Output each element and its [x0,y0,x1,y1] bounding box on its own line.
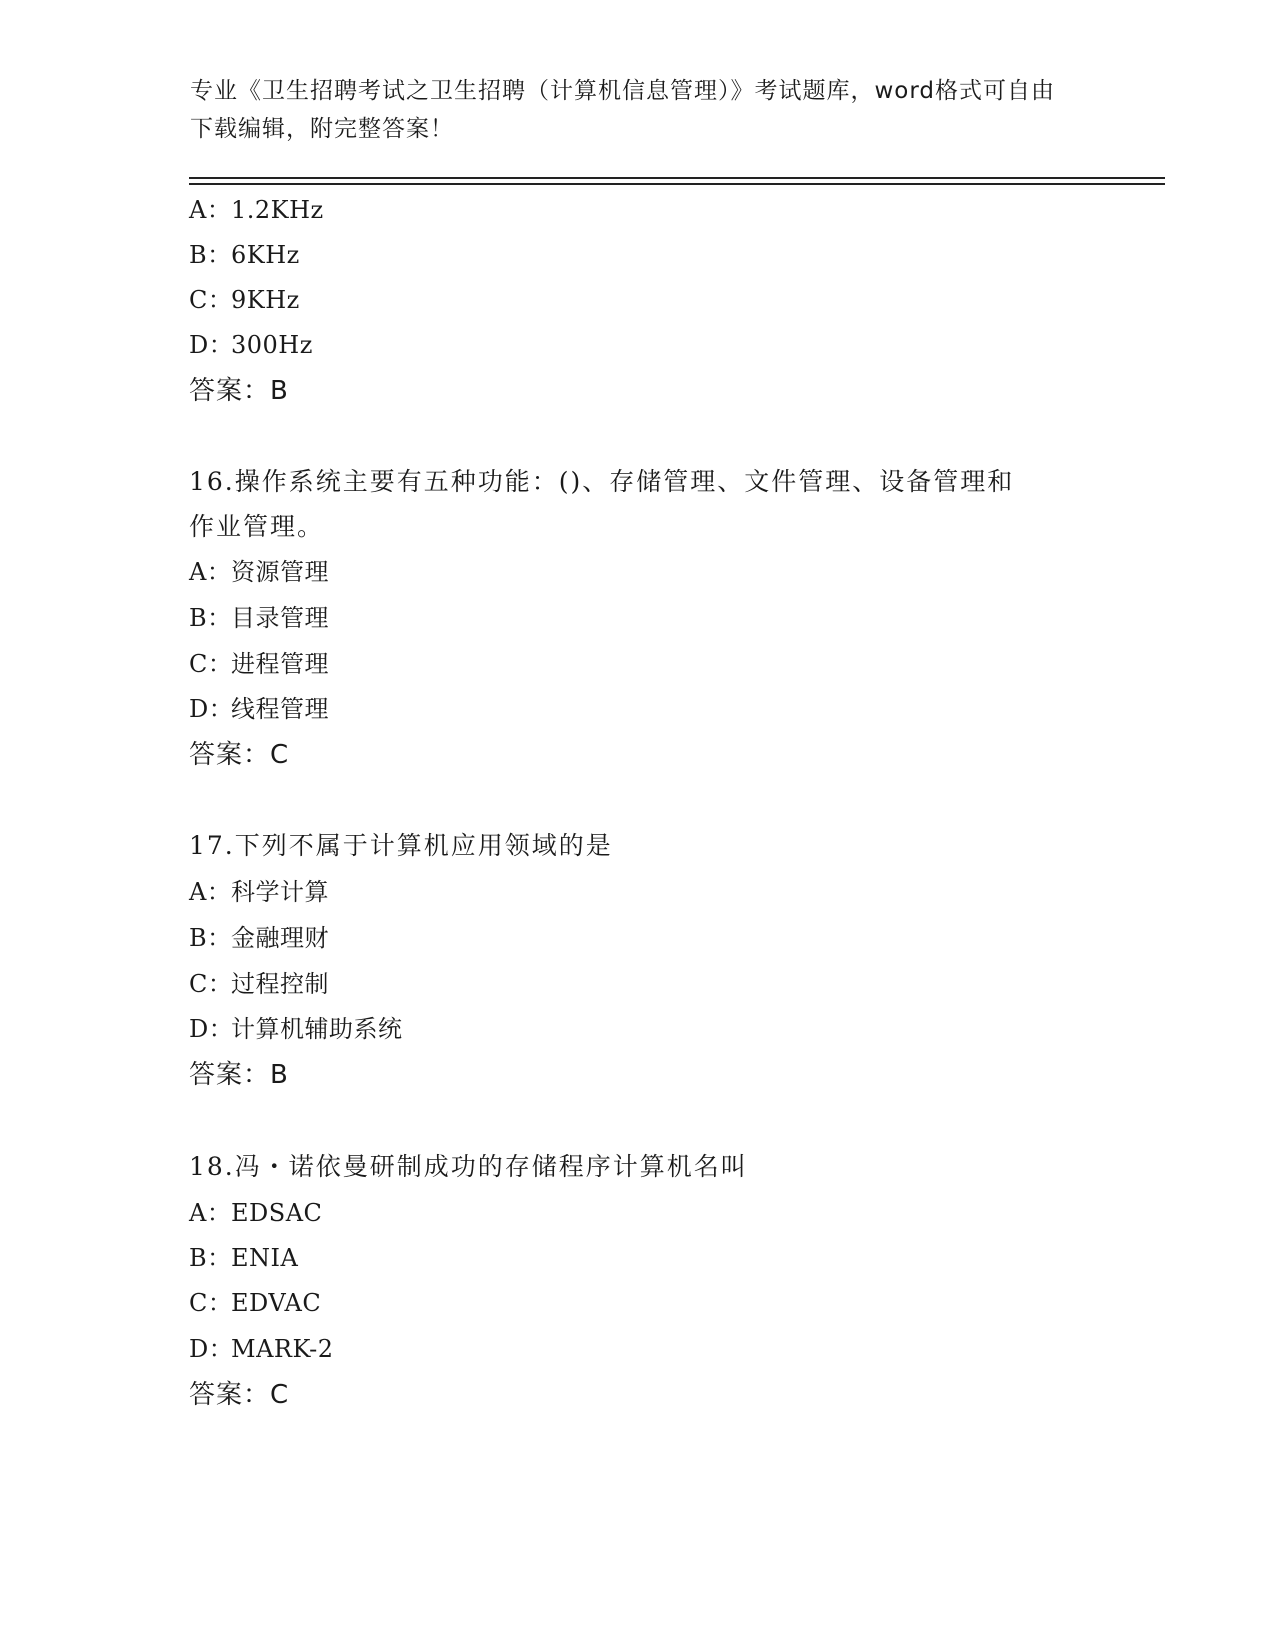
option-c: C：9KHz [189,286,300,314]
header-divider-bottom [189,183,1165,185]
answer-label: 答案：C [189,1380,290,1410]
option-b: B：6KHz [189,241,300,269]
header-divider-top [189,177,1165,179]
option-d: D：300Hz [189,331,313,359]
question-17-text: 17.下列不属于计算机应用领域的是 [189,831,613,860]
document-header: 专业《卫生招聘考试之卫生招聘（计算机信息管理）》考试题库，word格式可自由下载编辑，附完整答案！ [190,78,1056,142]
option-d: D：MARK-2 [189,1335,334,1363]
question-16-text-cont: 作业管理。 [189,512,325,541]
option-c: C：EDVAC [189,1289,322,1317]
option-d: D：线程管理 [189,695,329,723]
option-a: A：科学计算 [189,878,329,906]
answer-label: 答案：B [189,376,289,406]
option-c: C：进程管理 [189,650,329,678]
option-a: A：资源管理 [189,558,329,586]
option-d: D：计算机辅助系统 [189,1015,403,1043]
question-16-text: 16.操作系统主要有五种功能：()、存储管理、文件管理、设备管理和 [189,467,1015,496]
option-b: B：金融理财 [189,924,329,952]
question-18-text: 18.冯・诺依曼研制成功的存储程序计算机名叫 [189,1152,748,1181]
option-b: B：目录管理 [189,604,329,632]
option-c: C：过程控制 [189,970,329,998]
option-a: A：EDSAC [189,1199,323,1227]
option-a: A：1.2KHz [189,196,324,224]
answer-label: 答案：C [189,740,290,770]
option-b: B：ENIA [189,1244,299,1272]
answer-label: 答案：B [189,1060,289,1090]
